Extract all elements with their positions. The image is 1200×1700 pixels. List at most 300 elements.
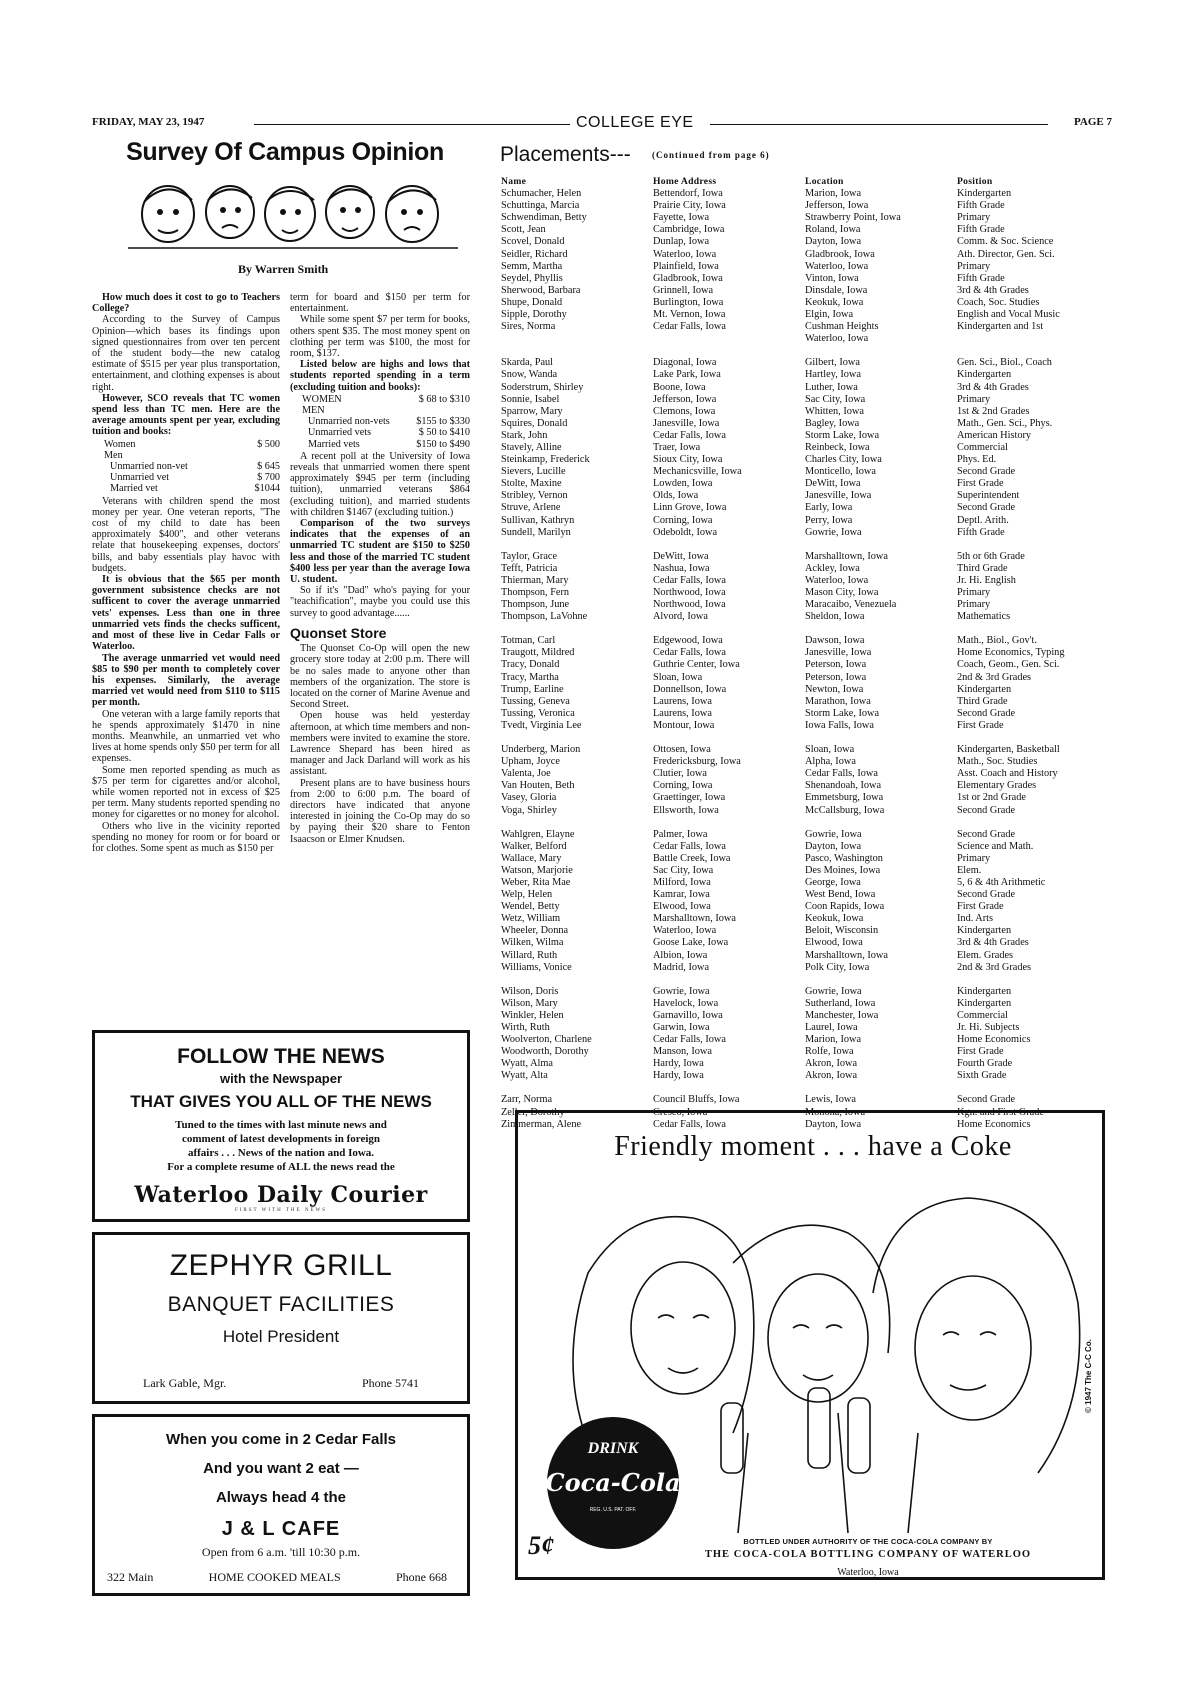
- placement-name: [501, 333, 653, 345]
- placement-name: Skarda, Paul: [501, 357, 554, 369]
- placement-location: Vinton, Iowa: [805, 272, 859, 284]
- expense-row: [290, 416, 470, 427]
- placement-name: Thompson, Fern: [501, 587, 570, 598]
- expense-value: $150 to $490: [416, 438, 470, 450]
- paper-name: COLLEGE EYE: [576, 114, 694, 131]
- placement-location: Sac City, Iowa: [805, 393, 866, 405]
- placement-row: [501, 720, 1112, 732]
- placement-name: Schwendiman, Betty: [501, 212, 587, 224]
- expense-value: $ 645: [257, 461, 280, 473]
- placement-row: [501, 635, 1112, 647]
- placement-location: Waterloo, Iowa: [805, 260, 869, 272]
- placement-position: Jr. Hi. Subjects: [957, 1022, 1020, 1033]
- group-spacer: [501, 817, 1112, 829]
- placement-home: Olds, Iowa: [653, 490, 699, 502]
- placement-home: Edgewood, Iowa: [653, 635, 723, 647]
- placement-home: Guthrie Center, Iowa: [653, 659, 740, 671]
- placement-name: Wheeler, Donna: [501, 925, 569, 937]
- placement-home: Sloan, Iowa: [653, 671, 703, 683]
- placement-location: Gowrie, Iowa: [805, 828, 862, 840]
- placement-location: Alpha, Iowa: [805, 756, 856, 768]
- courier-ad-line: comment of latest developments in foreign: [181, 1133, 381, 1145]
- survey-paragraph: A recent poll at the University of Iowa reveals that unmarried women there spent approximately $945 per term (including tuition), unmarried veterans $864 (excluding tuition), and married students with children $1467 (excluding tuition.): [290, 450, 470, 518]
- placement-row: [501, 297, 1112, 309]
- quonset-paragraph: Present plans are to have business hours from 2:00 to 6:00 p.m. The board of directors have indicated that anyone interested in joining the Co-Op may do so by paying their $20 share to Fenton Isaacson or Elmer Knudsen.: [290, 777, 470, 845]
- placement-position: First Grade: [957, 901, 1004, 913]
- placement-name: Wendel, Betty: [501, 901, 560, 913]
- coke-illustration: [518, 1113, 1102, 1577]
- placement-position: Elementary Grades: [957, 780, 1037, 792]
- placement-name: Stavely, Alline: [501, 441, 562, 453]
- placement-location: Keokuk, Iowa: [805, 296, 864, 308]
- placement-position: Commercial: [957, 1009, 1008, 1021]
- coke-headline: Friendly moment . . . have a Coke: [614, 1131, 1012, 1162]
- expense-label: Unmarried non-vets: [308, 416, 390, 428]
- placement-name: Weber, Rita Mae: [501, 876, 571, 888]
- placement-row: [501, 200, 1112, 212]
- placement-position: Mathematics: [957, 611, 1011, 623]
- placement-home: Northwood, Iowa: [653, 587, 726, 598]
- placement-location: Jefferson, Iowa: [805, 200, 869, 212]
- col-header-location: Location: [805, 176, 844, 187]
- placement-home: Fayette, Iowa: [653, 212, 710, 224]
- placement-name: Sundell, Marilyn: [501, 526, 571, 538]
- placement-location: Sloan, Iowa: [805, 744, 855, 756]
- placement-name: Soderstrum, Shirley: [501, 381, 584, 393]
- placement-position: Gen. Sci., Biol., Coach: [957, 357, 1052, 369]
- page-number: PAGE 7: [1074, 116, 1112, 128]
- survey-paragraph: Listed below are highs and lows that students reported spending in a term (excluding tuition and books):: [290, 359, 470, 393]
- placement-home: Battle Creek, Iowa: [653, 852, 731, 864]
- placement-home: Waterloo, Iowa: [653, 925, 717, 937]
- placement-position: Second Grade: [957, 804, 1016, 816]
- placement-row: [501, 696, 1112, 708]
- placement-position: First Grade: [957, 719, 1004, 731]
- placement-row: [501, 1034, 1112, 1046]
- expense-label: Unmarried vet: [110, 472, 170, 484]
- placement-position: Fifth Grade: [957, 200, 1005, 212]
- quonset-paragraph: Open house was held yesterday afternoon, at which time members and non-members were invited to examine the store. Lawrence Shepard has been hired as manager and Jack Darland will work as his assistant.: [290, 710, 470, 778]
- expense-label: Married vets: [308, 438, 360, 450]
- placement-name: Totman, Carl: [501, 635, 556, 647]
- placement-home: Sioux City, Iowa: [653, 454, 723, 466]
- placement-position: Math., Soc. Studies: [957, 756, 1038, 768]
- placement-home: Hardy, Iowa: [653, 1070, 704, 1082]
- quonset-paragraph: The Quonset Co-Op will open the new grocery store today at 2:00 p.m. There will be no sales made to anyone other than members of the organization. The store is located on the corner of Marine Avenue and Second Street.: [290, 643, 470, 711]
- placement-location: Gowrie, Iowa: [805, 526, 862, 538]
- zephyr-grill-ad: [92, 1232, 470, 1404]
- placement-name: Wilson, Mary: [501, 997, 558, 1009]
- placement-name: Schumacher, Helen: [501, 188, 582, 200]
- group-spacer: [501, 539, 1112, 551]
- placement-home: Council Bluffs, Iowa: [653, 1094, 740, 1106]
- placement-name: Steinkamp, Frederick: [501, 454, 590, 466]
- placement-location: Dinsdale, Iowa: [805, 284, 868, 296]
- placement-home: Waterloo, Iowa: [653, 248, 717, 260]
- placement-row: [501, 382, 1112, 394]
- placement-name: Scott, Jean: [501, 224, 546, 236]
- placement-position: Fifth Grade: [957, 272, 1005, 284]
- placement-row: [501, 418, 1112, 430]
- placement-home: Garwin, Iowa: [653, 1022, 710, 1033]
- placement-row: [501, 224, 1112, 236]
- placement-position: Second Grade: [957, 1094, 1016, 1106]
- expense-value: $ 50 to $410: [418, 427, 470, 439]
- placement-location: Keokuk, Iowa: [805, 913, 864, 925]
- courier-logo-tagline: FIRST WITH THE NEWS: [234, 1208, 328, 1213]
- placement-home: Cedar Falls, Iowa: [653, 1034, 726, 1046]
- placement-name: Wirth, Ruth: [501, 1022, 550, 1033]
- placement-row: [501, 599, 1112, 611]
- placement-row: [501, 1058, 1112, 1070]
- placement-location: Peterson, Iowa: [805, 659, 867, 671]
- placement-row: [501, 841, 1112, 853]
- placement-position: Second Grade: [957, 707, 1016, 719]
- placement-row: [501, 611, 1112, 623]
- expense-label: Women: [104, 438, 136, 450]
- placement-location: Marshalltown, Iowa: [805, 550, 888, 562]
- placement-row: [501, 889, 1112, 901]
- placement-home: Clutier, Iowa: [653, 768, 707, 780]
- placement-row: [501, 502, 1112, 514]
- placement-name: Sparrow, Mary: [501, 405, 563, 417]
- placement-name: Sullivan, Kathryn: [501, 514, 575, 526]
- survey-paragraph: Others who live in the vicinity reported spending no money for room or for board or for clothes. Some spent as much as $150 per: [92, 820, 280, 854]
- placement-location: Storm Lake, Iowa: [805, 429, 880, 441]
- placement-location: Bagley, Iowa: [805, 417, 860, 429]
- placement-home: Palmer, Iowa: [653, 828, 708, 840]
- placement-location: Gilbert, Iowa: [805, 357, 860, 369]
- placement-position: Kindergarten: [957, 985, 1012, 997]
- col-header-address: Home Address: [653, 176, 717, 187]
- placement-row: [501, 1022, 1112, 1034]
- placement-row: [501, 236, 1112, 248]
- placement-row: [501, 212, 1112, 224]
- placement-location: Early, Iowa: [805, 502, 853, 514]
- placement-position: English and Vocal Music: [957, 309, 1060, 321]
- placement-location: Marathon, Iowa: [805, 695, 871, 707]
- placement-position: Elem.: [957, 864, 982, 876]
- expense-row: [92, 472, 280, 483]
- placement-row: [501, 442, 1112, 454]
- placement-home: Mechanicsville, Iowa: [653, 466, 742, 478]
- placement-location: Iowa Falls, Iowa: [805, 719, 874, 731]
- placement-name: Watson, Marjorie: [501, 864, 573, 876]
- placement-row: [501, 925, 1112, 937]
- placement-location: Maracaibo, Venezuela: [805, 599, 897, 611]
- placement-location: Cushman Heights: [805, 321, 879, 333]
- expense-row: [92, 450, 280, 461]
- placement-location: Emmetsburg, Iowa: [805, 792, 884, 804]
- placement-location: McCallsburg, Iowa: [805, 804, 885, 816]
- expense-label: Unmarried vets: [308, 427, 372, 439]
- placement-row: [501, 672, 1112, 684]
- placement-row: [501, 792, 1112, 804]
- quonset-headline: Quonset Store: [290, 624, 387, 641]
- placement-location: Beloit, Wisconsin: [805, 925, 879, 937]
- placement-location: Gladbrook, Iowa: [805, 248, 875, 260]
- placement-home: Marshalltown, Iowa: [653, 913, 736, 925]
- placement-location: George, Iowa: [805, 876, 861, 888]
- placement-name: Scovel, Donald: [501, 236, 565, 248]
- placement-name: Stark, John: [501, 429, 548, 441]
- placement-row: [501, 575, 1112, 587]
- placement-home: [653, 333, 805, 345]
- placement-location: Strawberry Point, Iowa: [805, 212, 901, 224]
- courier-ad-line: For a complete resume of ALL the news read the: [167, 1161, 395, 1173]
- placement-home: Bettendorf, Iowa: [653, 188, 723, 200]
- placement-location: DeWitt, Iowa: [805, 478, 861, 490]
- placement-position: Primary: [957, 393, 991, 405]
- placement-location: Elwood, Iowa: [805, 937, 863, 949]
- survey-paragraph: One veteran with a large family reports that he spends approximately $1470 in nine months. Meanwhile, an unmarried vet who lives at home spends only $50 per term for all expenses.: [92, 708, 280, 765]
- placement-name: Struve, Arlene: [501, 502, 561, 514]
- expense-value: [407, 405, 470, 416]
- placement-position: Kindergarten: [957, 188, 1012, 200]
- survey-paragraph: The average unmarried vet would need $85 to $90 per month to completely cover his expenses. Similarly, the average married vet would need from $110 to $115 per month.: [92, 652, 280, 709]
- placement-name: Upham, Joyce: [501, 756, 560, 768]
- placement-name: Zarr, Norma: [501, 1094, 553, 1106]
- group-spacer: [501, 1082, 1112, 1094]
- placement-position: Kindergarten, Basketball: [957, 744, 1060, 756]
- placement-home: Clemons, Iowa: [653, 405, 716, 417]
- placement-home: Manson, Iowa: [653, 1046, 712, 1058]
- placement-location: Sutherland, Iowa: [805, 997, 876, 1009]
- placement-name: Stolte, Maxine: [501, 478, 562, 490]
- placement-row: [501, 659, 1112, 671]
- header-rule-left: [254, 124, 570, 125]
- col-header-position: Position: [957, 176, 993, 187]
- placement-position: 5, 6 & 4th Arithmetic: [957, 876, 1046, 888]
- courier-logo: Waterloo Daily Courier: [134, 1182, 428, 1208]
- placement-home: Goose Lake, Iowa: [653, 937, 729, 949]
- placement-name: Thompson, LaVohne: [501, 611, 588, 623]
- placement-position: Math., Biol., Gov't.: [957, 635, 1037, 647]
- placement-row: [501, 369, 1112, 381]
- cafe-line-2: And you want 2 eat —: [203, 1460, 359, 1477]
- cafe-line-1: When you come in 2 Cedar Falls: [165, 1431, 397, 1448]
- expense-value: $ 68 to $310: [418, 393, 470, 405]
- placement-row: [501, 563, 1112, 575]
- placement-name: Wahlgren, Elayne: [501, 828, 575, 840]
- placement-row: [501, 515, 1112, 527]
- courier-ad-line: Tuned to the times with last minute news and: [175, 1119, 387, 1131]
- placement-position: Math., Gen. Sci., Phys.: [957, 417, 1053, 429]
- expense-row: [92, 461, 280, 472]
- placement-name: Vasey, Gloria: [501, 792, 557, 804]
- placement-position: 3rd & 4th Grades: [957, 937, 1029, 949]
- placement-home: Kamrar, Iowa: [653, 889, 710, 901]
- placement-location: Lewis, Iowa: [805, 1094, 856, 1106]
- placement-name: Zeller, Dorothy: [501, 1106, 565, 1118]
- placement-location: Elgin, Iowa: [805, 309, 854, 321]
- placement-name: Thompson, June: [501, 599, 570, 611]
- placement-location: West Bend, Iowa: [805, 889, 876, 901]
- placement-row: [501, 261, 1112, 273]
- placement-position: Superintendent: [957, 490, 1020, 502]
- placement-home: DeWitt, Iowa: [653, 550, 709, 562]
- expense-row: [92, 483, 280, 494]
- placement-name: Seidler, Richard: [501, 248, 568, 260]
- survey-title: Survey Of Campus Opinion: [126, 138, 444, 166]
- placement-row: [501, 877, 1112, 889]
- placement-home: Cresco, Iowa: [653, 1106, 708, 1118]
- group-spacer: [501, 345, 1112, 357]
- placement-row: [501, 950, 1112, 962]
- placement-position: Home Economics: [957, 1118, 1031, 1130]
- cafe-hours: Open from 6 a.m. 'till 10:30 p.m.: [201, 1545, 361, 1559]
- survey-paragraph: While some spent $7 per term for books, others spent $35. The most money spent on clothing per term was $100, the most for room, $137.: [290, 314, 470, 360]
- expense-row: [290, 439, 470, 450]
- byline: By Warren Smith: [238, 262, 329, 276]
- placement-row: [501, 333, 1112, 345]
- placement-name: Wyatt, Alta: [501, 1070, 548, 1082]
- placement-name: Squires, Donald: [501, 417, 568, 429]
- placement-home: Corning, Iowa: [653, 514, 713, 526]
- placement-position: Science and Math.: [957, 840, 1034, 852]
- placement-location: Storm Lake, Iowa: [805, 707, 880, 719]
- placement-row: [501, 805, 1112, 817]
- placement-home: Alvord, Iowa: [653, 611, 708, 623]
- placement-name: Wilson, Doris: [501, 985, 559, 997]
- placement-location: Dayton, Iowa: [805, 840, 862, 852]
- placement-position: Deptl. Arith.: [957, 514, 1009, 526]
- placement-home: Lowden, Iowa: [653, 478, 713, 490]
- placement-location: Akron, Iowa: [805, 1058, 858, 1070]
- placement-location: Laurel, Iowa: [805, 1022, 858, 1033]
- placement-position: Coach, Geom., Gen. Sci.: [957, 659, 1060, 671]
- placement-home: Odeboldt, Iowa: [653, 526, 718, 538]
- courier-ad-headline-2: THAT GIVES YOU ALL OF THE NEWS: [130, 1092, 432, 1111]
- placement-home: Montour, Iowa: [653, 719, 715, 731]
- survey-paragraph: Comparison of the two surveys indicates that the expenses of an unmarried TC student are $150 to $250 less and those of the married TC student $400 less per year than the average Iowa U. student.: [290, 518, 470, 586]
- expense-label: Unmarried non-vet: [110, 461, 188, 473]
- placement-position: Ath. Director, Gen. Sci.: [957, 248, 1055, 260]
- placement-row: [501, 756, 1112, 768]
- survey-paragraph: However, SCO reveals that TC women spend less than TC men. Here are the average amounts spent per year, excluding tuition and books:: [92, 392, 280, 438]
- placement-position: Home Economics: [957, 1034, 1031, 1046]
- jl-cafe-ad: [92, 1414, 470, 1596]
- coke-city: Waterloo, Iowa: [837, 1567, 899, 1578]
- expense-value: [241, 450, 281, 461]
- placement-position: 5th or 6th Grade: [957, 550, 1025, 562]
- placement-name: Tussing, Geneva: [501, 695, 570, 707]
- placement-name: Thierman, Mary: [501, 574, 569, 586]
- placement-row: [501, 1070, 1112, 1082]
- placement-name: Shupe, Donald: [501, 296, 563, 308]
- placement-row: [501, 394, 1112, 406]
- placement-name: Welp, Helen: [501, 889, 553, 901]
- expense-value: $ 500: [257, 438, 280, 450]
- coke-drink-text: DRINK: [587, 1440, 639, 1457]
- page-header: [92, 114, 1112, 134]
- placement-location: Akron, Iowa: [805, 1070, 858, 1082]
- placement-location: Shenandoah, Iowa: [805, 780, 882, 792]
- placement-location: Reinbeck, Iowa: [805, 441, 870, 453]
- placement-home: Corning, Iowa: [653, 780, 713, 792]
- placement-position: Ind. Arts: [957, 913, 994, 925]
- placement-name: Wetz, William: [501, 913, 561, 925]
- expense-row: [290, 405, 470, 416]
- placement-location: Janesville, Iowa: [805, 490, 872, 502]
- survey-paragraph: Some men reported spending as much as $75 per term for cigarettes and/or alcohol, while women reported not in excess of $25 per term. Many students reported spending no money for cigarettes or no money for alcohol.: [92, 764, 280, 821]
- placement-location: Dawson, Iowa: [805, 635, 865, 647]
- placement-position: Fourth Grade: [957, 1058, 1013, 1070]
- placement-location: Manchester, Iowa: [805, 1009, 879, 1021]
- placement-location: Janesville, Iowa: [805, 647, 872, 659]
- placements-title: Placements---: [500, 143, 631, 166]
- courier-ad-body: [95, 1118, 467, 1174]
- expense-label: Men: [104, 449, 123, 461]
- placement-home: Ellsworth, Iowa: [653, 804, 719, 816]
- placement-row: [501, 768, 1112, 780]
- expense-value: $1044: [254, 483, 280, 495]
- placement-row: [501, 780, 1112, 792]
- placement-position: Primary: [957, 212, 991, 224]
- placement-home: Plainfield, Iowa: [653, 260, 719, 272]
- placement-home: Madrid, Iowa: [653, 961, 710, 973]
- placement-position: Home Economics, Typing: [957, 647, 1065, 659]
- placement-name: Sires, Norma: [501, 321, 556, 333]
- zephyr-hotel: Hotel President: [222, 1327, 340, 1346]
- cafe-line-3: Always head 4 the: [215, 1489, 347, 1506]
- placement-home: Linn Grove, Iowa: [653, 502, 727, 514]
- placement-home: Janesville, Iowa: [653, 417, 720, 429]
- placement-position: First Grade: [957, 1046, 1004, 1058]
- coke-brand-text: Coca-Cola: [545, 1468, 681, 1497]
- placement-home: Havelock, Iowa: [653, 997, 719, 1009]
- placement-home: Nashua, Iowa: [653, 562, 710, 574]
- placement-home: Albion, Iowa: [653, 949, 708, 961]
- placement-row: [501, 587, 1112, 599]
- placement-name: Tracy, Martha: [501, 671, 559, 683]
- placement-name: Sipple, Dorothy: [501, 309, 567, 321]
- placement-name: Tussing, Veronica: [501, 707, 575, 719]
- zephyr-grill-name: ZEPHYR GRILL: [169, 1249, 393, 1282]
- survey-paragraph: According to the Survey of Campus Opinion—which bases its findings upon signed questionnaires from over ten percent of the student body—the new catalog estimate of $515 per year plus transportation, entertainment, and clothing expenses is about right.: [92, 314, 280, 393]
- placement-position: 2nd & 3rd Grades: [957, 961, 1032, 973]
- placement-home: Gowrie, Iowa: [653, 985, 710, 997]
- placement-row: [501, 551, 1112, 563]
- placement-position: Phys. Ed.: [957, 454, 997, 466]
- placement-location: Cedar Falls, Iowa: [805, 768, 878, 780]
- cafe-phone: Phone 668: [396, 1570, 447, 1584]
- placement-row: [501, 490, 1112, 502]
- cafe-name: J & L CAFE: [221, 1518, 341, 1540]
- placement-row: [501, 1046, 1112, 1058]
- placement-position: Primary: [957, 599, 991, 611]
- placement-location: Charles City, Iowa: [805, 454, 882, 466]
- placement-home: Prairie City, Iowa: [653, 200, 726, 212]
- placement-position: Primary: [957, 260, 991, 272]
- courier-ad-headline: FOLLOW THE NEWS: [177, 1045, 385, 1068]
- placement-name: Willard, Ruth: [501, 949, 558, 961]
- placement-row: [501, 744, 1112, 756]
- placement-position: Kindergarten: [957, 683, 1012, 695]
- placement-location: Dayton, Iowa: [805, 236, 862, 248]
- placements-continued: (Continued from page 6): [652, 150, 770, 160]
- cafe-address: 322 Main: [107, 1570, 154, 1584]
- placement-position: Commercial: [957, 441, 1008, 453]
- placement-position: Primary: [957, 587, 991, 598]
- placement-name: Zimmerman, Alene: [501, 1118, 582, 1130]
- issue-date: FRIDAY, MAY 23, 1947: [92, 116, 205, 128]
- placement-row: [501, 901, 1112, 913]
- placement-home: Burlington, Iowa: [653, 296, 724, 308]
- zephyr-banquet: BANQUET FACILITIES: [167, 1293, 395, 1316]
- placement-location: Marion, Iowa: [805, 188, 862, 200]
- survey-column-2: [290, 292, 470, 845]
